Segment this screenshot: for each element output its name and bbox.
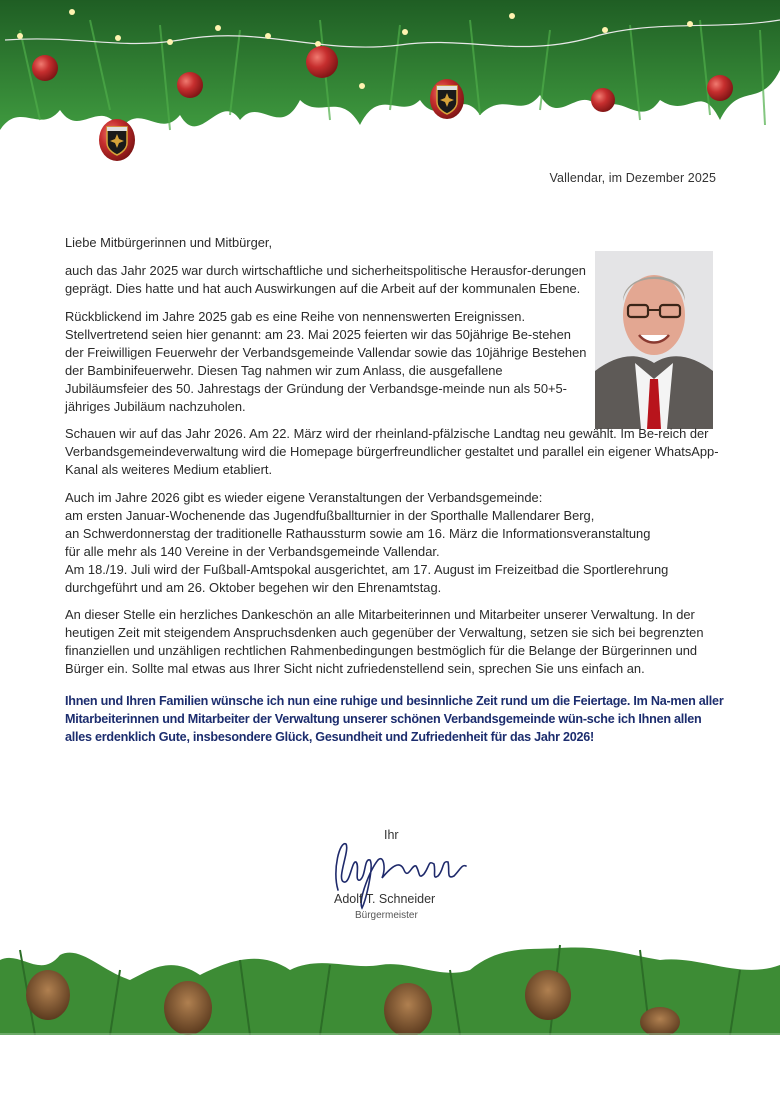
crest-bauble-center xyxy=(430,79,464,119)
event-summer-autumn: Am 18./19. Juli wird der Fußball-Amtspokal ausgerichtet, am 17. August im Freizeitbad die Sportlerehrung durchgeführt und am 26. Oktober begehen wir den Ehrenamtstag. xyxy=(65,561,669,595)
signature-name: Adolf T. Schneider xyxy=(334,892,436,906)
signature-block xyxy=(300,826,500,926)
paragraph-challenges: auch das Jahr 2025 war durch wirtschaftliche und sicherheitspolitische Herausfor-derungen geprägt. Dies hatte und hat auch Auswirkungen auf die Arbeit auf der kommunalen Ebene. xyxy=(65,263,586,296)
place-date: Vallendar, im Dezember 2025 xyxy=(549,171,716,185)
event-youth-football: am ersten Januar-Wochenende das Jugendfußballturnier in der Sporthalle Mallendarer Berg, xyxy=(65,507,595,523)
signature-title: Bürgermeister xyxy=(355,910,418,921)
closing-wishes: Ihnen und Ihren Familien wünsche ich nun eine ruhige und besinnliche Zeit rund um die Feiertage. Im Na-men aller Mitarbeiterinnen und Mitarbeiter der Verwaltung unserer schönen Verbandsgemeinde wün-sche ich Ihnen allen alles erdenklich Gute, insbesondere Glück, Gesundheit und Zufriedenheit für das Jahr 2026! xyxy=(65,694,724,744)
paragraph-outlook-2026: Schauen wir auf das Jahr 2026. Am 22. März wird der rheinland-pfälzische Landtag neu gewählt. Im Be-reich der Verbandsgemeindeverwaltung wird die Homepage bürgerfreundlicher gestaltet und parallel ein eigener WhatsApp-Kanal als weiteres Medium etabliert. xyxy=(65,426,719,477)
fir-branches-bottom-decoration xyxy=(0,940,780,1035)
paragraph-events-intro xyxy=(65,489,730,561)
crest-bauble-left xyxy=(99,119,135,161)
letter-greeting: Liebe Mitbürgerinnen und Mitbürger, xyxy=(65,235,273,250)
signature-salutation: Ihr xyxy=(384,828,399,842)
garland-top-decoration xyxy=(0,0,780,170)
event-clubs-info: für alle mehr als 140 Vereine in der Verbandsgemeinde Vallendar. xyxy=(65,543,440,559)
paragraph-thanks: An dieser Stelle ein herzliches Dankeschön an alle Mitarbeiterinnen und Mitarbeiter unserer Verwaltung. In der heutigen Zeit mit steigendem Anspruchsdenken auch gegenüber der Verwaltung, setzen sie sich bei begrenzten finanziellen und unzähligen rechtlichen Rahmenbedingungen bestmöglich für die Belange der Bürgerinnen und Bürger ein. Sollte mal etwas aus Ihrer Sicht nicht zufriedenstellend sein, sprechen Sie uns einfach an. xyxy=(65,607,704,676)
event-rathaussturm: an Schwerdonnerstag der traditionelle Rathaussturm sowie am 16. März die Informationsveranstaltung xyxy=(65,525,651,541)
bauble xyxy=(32,55,58,81)
paragraph-review-2025: Rückblickend im Jahre 2025 gab es eine Reihe von nennenswerten Ereignissen. Stellvertretend seien hier genannt: am 23. Mai 2025 feierten wir das 50jährige Be-stehen der Freiwilligen Feuerwehr der Verbandsgemeinde Vallendar sowie das 10jährige Bestehen der Bambinifeuerwehr. Diesen Tag nahmen wir zum Anlass, die ausgefallene Jubiläumsfeier des 50. Jahrestags der Gründung der Verbandsge-meinde nun als 50+5-jähriges Jubiläum nachzuholen. xyxy=(65,308,587,414)
pinecone xyxy=(26,970,70,1020)
letter-body xyxy=(65,234,730,756)
events-intro: Auch im Jahre 2026 gibt es wieder eigene Veranstaltungen der Verbandsgemeinde: xyxy=(65,489,543,505)
